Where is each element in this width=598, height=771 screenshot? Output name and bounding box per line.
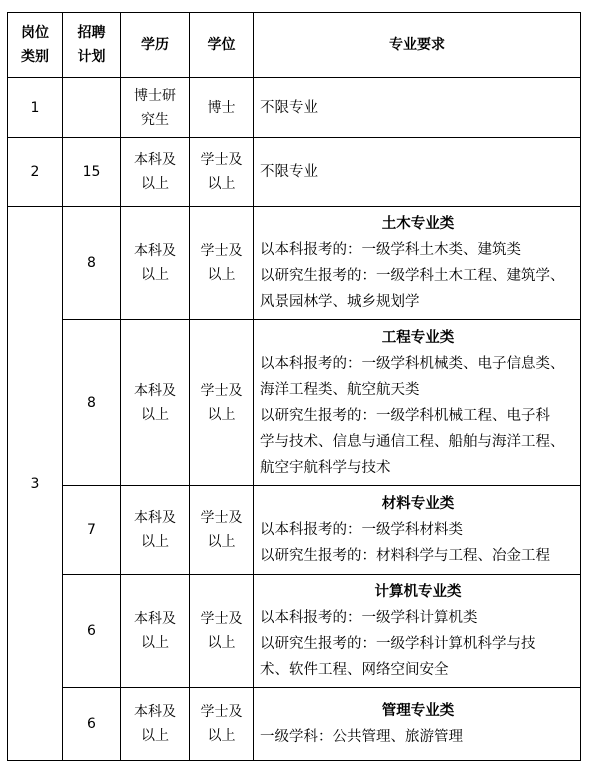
plan-cell: 8 bbox=[63, 320, 121, 486]
major-line: 一级学科：公共管理、旅游管理 bbox=[260, 729, 463, 745]
table-row bbox=[8, 688, 581, 761]
degree-cell: 学士及 以上 bbox=[190, 575, 254, 688]
recruitment-table bbox=[7, 12, 581, 761]
header-major-requirements: 专业要求 bbox=[254, 13, 581, 78]
major-cell bbox=[254, 575, 581, 688]
major-line: 以本科报考的：一级学科材料类 bbox=[260, 522, 463, 538]
education-cell: 本科及 以上 bbox=[121, 320, 190, 486]
degree-cell: 学士及 以上 bbox=[190, 138, 254, 207]
education-cell: 本科及 以上 bbox=[121, 688, 190, 761]
major-line: 航空宇航科学与技术 bbox=[260, 459, 391, 476]
major-line: 以研究生报考的：一级学科计算机科学与技 bbox=[260, 636, 536, 652]
major-line: 风景园林学、城乡规划学 bbox=[260, 294, 420, 310]
plan-cell bbox=[63, 78, 121, 138]
major-line: 以本科报考的：一级学科计算机类 bbox=[260, 610, 478, 626]
degree-cell: 学士及 以上 bbox=[190, 320, 254, 486]
plan-cell: 15 bbox=[63, 138, 121, 207]
degree-cell: 博士 bbox=[190, 78, 254, 138]
plan-cell: 6 bbox=[63, 575, 121, 688]
category-cell: 3 bbox=[8, 207, 63, 761]
major-line: 以本科报考的：一级学科机械类、电子信息类、 bbox=[260, 355, 565, 372]
major-line: 以本科报考的：一级学科土木类、建筑类 bbox=[260, 242, 521, 258]
major-cell: 不限专业 bbox=[254, 78, 581, 138]
degree-cell: 学士及 以上 bbox=[190, 688, 254, 761]
category-cell: 1 bbox=[8, 78, 63, 138]
category-cell: 2 bbox=[8, 138, 63, 207]
major-cell bbox=[254, 320, 581, 486]
major-line: 术、软件工程、网络空间安全 bbox=[260, 662, 449, 678]
table-row bbox=[8, 78, 581, 138]
major-category-title: 工程专业类 bbox=[381, 329, 455, 346]
header-plan: 招聘 计划 bbox=[63, 13, 121, 78]
table-row bbox=[8, 575, 581, 688]
degree-cell: 学士及 以上 bbox=[190, 486, 254, 575]
table-row bbox=[8, 138, 581, 207]
degree-cell: 学士及 以上 bbox=[190, 207, 254, 320]
table-row bbox=[8, 207, 581, 320]
plan-cell: 7 bbox=[63, 486, 121, 575]
major-category-title: 土木专业类 bbox=[381, 216, 455, 232]
major-category-title: 管理专业类 bbox=[381, 703, 455, 719]
education-cell: 本科及 以上 bbox=[121, 207, 190, 320]
education-cell: 本科及 以上 bbox=[121, 138, 190, 207]
major-line: 以研究生报考的：一级学科机械工程、电子科 bbox=[260, 407, 550, 424]
table-row bbox=[8, 486, 581, 575]
major-line: 海洋工程类、航空航天类 bbox=[260, 381, 420, 398]
education-cell: 本科及 以上 bbox=[121, 575, 190, 688]
plan-cell: 8 bbox=[63, 207, 121, 320]
major-category-title: 计算机专业类 bbox=[374, 584, 462, 600]
major-line: 学与技术、信息与通信工程、船舶与海洋工程、 bbox=[260, 433, 565, 450]
table-row bbox=[8, 320, 581, 486]
major-cell bbox=[254, 207, 581, 320]
header-category: 岗位 类别 bbox=[8, 13, 63, 78]
major-cell: 不限专业 bbox=[254, 138, 581, 207]
major-line: 以研究生报考的：材料科学与工程、冶金工程 bbox=[260, 548, 550, 564]
major-cell bbox=[254, 486, 581, 575]
education-cell: 博士研 究生 bbox=[121, 78, 190, 138]
plan-cell: 6 bbox=[63, 688, 121, 761]
header-degree: 学位 bbox=[190, 13, 254, 78]
header-row bbox=[8, 13, 581, 78]
major-category-title: 材料专业类 bbox=[381, 496, 455, 512]
major-cell bbox=[254, 688, 581, 761]
header-education: 学历 bbox=[121, 13, 190, 78]
education-cell: 本科及 以上 bbox=[121, 486, 190, 575]
major-line: 以研究生报考的：一级学科土木工程、建筑学、 bbox=[260, 268, 565, 284]
